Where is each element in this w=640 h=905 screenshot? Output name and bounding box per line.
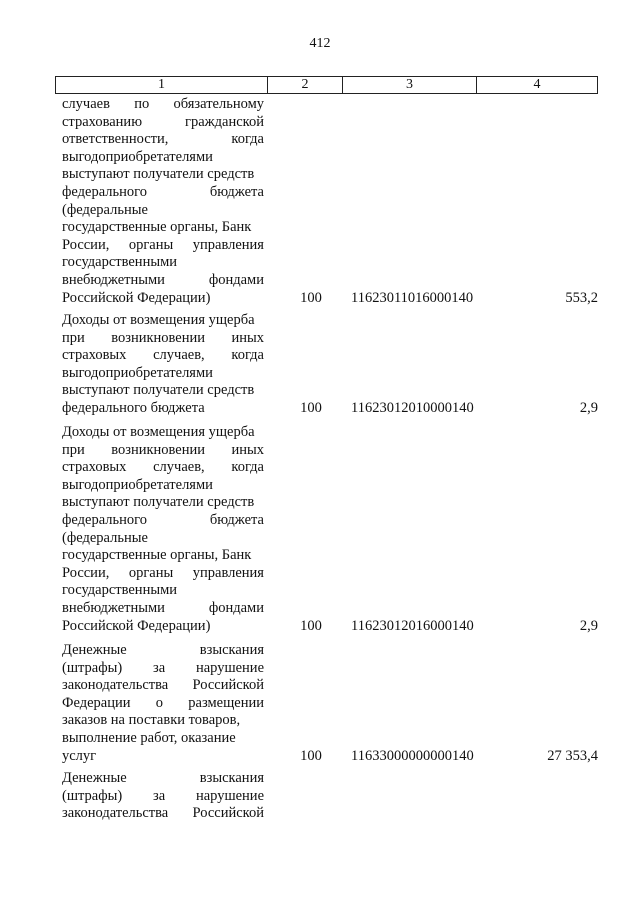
row-description — [62, 312, 264, 418]
row-description — [62, 96, 264, 307]
description-line: России, органы управления — [62, 564, 264, 581]
description-line: выступают получатели средств — [62, 166, 255, 183]
amount: 2,9 — [579, 617, 598, 634]
description-line: государственные органы, Банк — [62, 547, 252, 564]
description-line: федерального бюджета — [62, 511, 264, 528]
admin-code: 100 — [300, 400, 322, 416]
budget-classification-code: 11633000000000140 — [351, 747, 474, 764]
column-2-header: 2 — [268, 77, 343, 93]
description-line: Российской Федерации) — [62, 289, 211, 306]
description-line: выполнение работ, оказание — [62, 729, 236, 746]
description-line: (штрафы) за нарушение — [62, 787, 264, 804]
description-line: государственными — [62, 582, 178, 599]
row-description — [62, 642, 264, 765]
description-line: страховых случаев, когда — [62, 459, 264, 476]
description-line: Доходы от возмещения ущерба — [62, 424, 255, 440]
table-column-header — [55, 76, 598, 94]
description-line: федерального бюджета — [62, 399, 205, 416]
description-line: Российской Федерации) — [62, 617, 211, 634]
amount: 2,9 — [579, 400, 598, 416]
description-line: законодательства Российской — [62, 677, 264, 694]
admin-code: 100 — [300, 747, 322, 764]
description-line: страхованию гражданской — [62, 113, 264, 130]
description-line: выгодоприобретателями — [62, 476, 213, 493]
column-3-header: 3 — [343, 77, 477, 93]
description-line: Денежные взыскания — [62, 770, 264, 786]
admin-code: 100 — [300, 617, 322, 634]
description-line: (федеральные — [62, 201, 148, 218]
row-description — [62, 770, 264, 823]
description-line: при возникновении иных — [62, 329, 264, 346]
budget-classification-code: 11623011016000140 — [351, 289, 474, 306]
description-line: случаев по обязательному — [62, 96, 264, 112]
budget-classification-code: 11623012010000140 — [351, 400, 474, 416]
description-line: ответственности, когда — [62, 131, 264, 148]
description-line: внебюджетными фондами — [62, 599, 264, 616]
amount: 27 353,4 — [547, 747, 598, 764]
description-line: выгодоприобретателями — [62, 148, 213, 165]
description-line: государственные органы, Банк — [62, 219, 252, 236]
description-line: при возникновении иных — [62, 441, 264, 458]
description-line: Федерации о размещении — [62, 694, 264, 711]
description-line: Денежные взыскания — [62, 642, 264, 658]
description-line: выгодоприобретателями — [62, 364, 213, 381]
description-line: (штрафы) за нарушение — [62, 659, 264, 676]
row-description — [62, 424, 264, 635]
description-line: выступают получатели средств — [62, 494, 255, 511]
admin-code: 100 — [300, 289, 322, 306]
description-line: России, органы управления — [62, 236, 264, 253]
description-line: внебюджетными фондами — [62, 271, 264, 288]
page-number: 412 — [309, 36, 331, 51]
amount: 553,2 — [565, 289, 598, 306]
budget-classification-code: 11623012016000140 — [351, 617, 474, 634]
description-line: законодательства Российской — [62, 805, 264, 822]
column-1-header: 1 — [56, 77, 268, 93]
description-line: (федеральные — [62, 529, 148, 546]
description-line: федерального бюджета — [62, 183, 264, 200]
description-line: государственными — [62, 254, 178, 271]
description-line: Доходы от возмещения ущерба — [62, 312, 255, 328]
description-line: услуг — [62, 747, 97, 764]
column-4-header: 4 — [533, 77, 541, 92]
description-line: страховых случаев, когда — [62, 347, 264, 364]
description-line: выступают получатели средств — [62, 382, 255, 399]
description-line: заказов на поставки товаров, — [62, 712, 241, 729]
